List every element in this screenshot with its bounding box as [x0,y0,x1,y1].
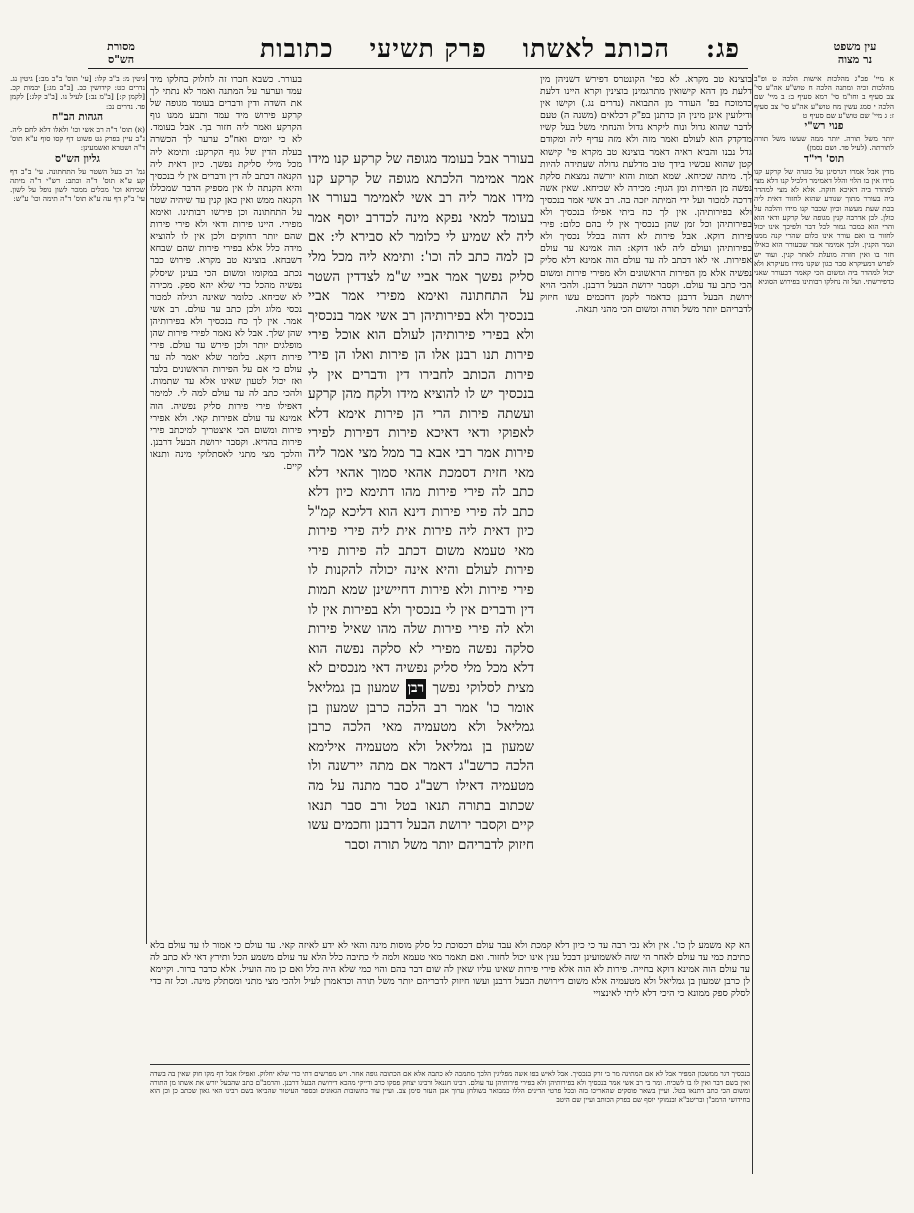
mishna-marker: רבן [406,679,427,699]
header-rule [88,68,748,69]
hagahot-text: (א) תוס' ד"ה רב אשי וכו' ולאלו דלא לחם ליה. נ"ב עיין בפרק גט פשוט דף קסו סוף ע"א תוס' ד"ה ושטרא ואשמעינן: [10,125,145,153]
hagahot-title: הגהות הב"ח [51,110,104,123]
bottom-commentary [150,940,750,1058]
tosafot-rid-text: מדין אבל אמרו דגרסינן על כוגדה של קרקע קנו מידו אין בו הלוי והלל דאמימר דלכיל קנו דלא מצי למהדר ביה דאיכא חזקה. אלא לא מצי למהדר ביה בעורר מתוך שנודע שהוא לחזור דאית ליה בכת שעת מעשה וכיון שכבר קנו מידו והלכה על כולן. לכן אדרבה קנין מגופה של קרקע ודאי הוא והרי הוא כמכר גמור לכל דבר ולפיכך אינו יכול לחזור בו ואם עורר אינו כלום שהרי קנה ממנו וגמר הקנין. ולכך אמימר אמר שבעורר הוא כאילו חזר בו ואין חזרה מועלת לאחר קנין. ועוד יש לפרש דמעיקרא סבר כגון שקנו מידו מעיקרא ולא יכול למהדר ביה ומשום הכי קאמר דבעורר שאני כדפירשתי. ועל זה נחלקו רבותינו בפירוש הסוגיא [754,166,894,287]
gemara-text [308,150,534,853]
tosafot-text: בעורר. כשבא חברו זה לחלוק בחלקו מיד עמד וערער על המתנה ואמר לא נתתי לך את השדה ודין ודברים בעומד מגופה של קרקע פירוש מיד עמד ותבע ממנו גוף הקרקע ואמר ליה חזור בך. אבל בעומד. לא כי יומים ואח"כ ערער לך הכשרה בעלת הדין של גוף הקרקע: ותימא ליה מכל מילי סליקת נפשך. כיון דאית ליה הקנאה דכתב לה דין ודברים אין לי בנכסיך והיא הקנתה לו אין מספיק הדבר שמכללו הקנאה ממש ואין כאן קנין עד שיהיה שטר על התחתונה וכן פירשו רבותינו. ואימא מפירי. היינו פירות ודאי ולא פירי פירות שהם יותר רחוקים ולכן אין לו להוציא מידה כלל אלא בפירי פירות שהם שבחא דשבחא. בוצינא טב מקרא. פירוש כבר נכתב במקומו ומשום הכי בעינן שיסלק נפשיה מהכל כדי שלא יהא ספק. מכירה לא שכיחא. כלומר שאינה רגילה למכור נכסי מלוג ולכן כתב עד עולם. רב אשי אמר. אין לך כח בנכסיך ולא בפירותיהן שהן שלך. אבל לא נאמר לפירי פירות שהן מופלגים יותר ולכן פירש עד עולם. פירי פירות דוקא. כלומר שלא יאמר לה עד עולם כי אם על הפירות הראשונים בלבד ואז יכול לטעון שאינו אלא עד שתמות. ולהכי כתב לה עד עולם למה לי. למימר דאפילו פירי פירות סליק נפשיה. הוה אמינא עד עולם אפירות קאי. ולא אפירי פירות ומשום הכי איצטריך למיכתב פירי פירות בהדיא. וקסבר ירושת הבעל דרבנן. והלכך מצי מתני לאסתלוקי מינה ותנאו קיים. [150,74,302,472]
tosafot-rid-title: תוס' רי"ד [803,152,845,165]
right-margin [754,74,894,1174]
page-number: פג: [705,34,740,63]
rashi-text: בוצינא טב מקרא. לא כפי' הקונטרס דפירש דשניהן מין דלעת מן דהא קישואין מתרגמינן בוצינין וקרא היינו דלעת כדמוכח בפ' העודר מן התבואה (נדרים נג.) וקישו אין ודילועין אינן מינין הן כדתנן בפ"ק דכלאים (משנה ה) טעם לדבר שהוא גדול ונוח ליקרא גדול והנחתי משל בעל קשיו מדקדק הוא לעולם ואמר מזה ולא מזה עדיף ליה ומקודם גדל נבנו והביא ראיה דאמר בוצינא טב מקרא פי' קישוא קטן שהוא עכשיו בידך טוב מדלעת גדולה שעתידה להיות לך. מיתה שכיחא. שמא תמות והוא יורשה נמצאת סלקת נפשה מן הפירות ומן הגוף: מכירה לא שכיחא. שאין אשה דרכה למכור ועל ידי המיתה יזכה בה. רב אשי אמר בנכסיך ולא בפירותיהן. אין לך כח ביתי אפילו בנכסיך ולא בפירותיהן וכל זמן שהן בנכסיך אין לי בהם כלום: פירי פירות דוקא. אבל פירות לא דהוה בכלל נכסיך ולא בפירותיהן ועולם ליה לאו דוקא: הוה אמינא עד עולם אפירות. אי לאו דכתב לה עד עולם הוה אמינא דלא סליק נפשיה אלא מן הפירות הראשונים ולא מפירי פירות ומשום הכי כתב עד עולם. וקסבר ירושת הבעל דרבנן. ולהכי הויא ירושת הבעל דרבנן כדאמר לקמן דחכמים עשו חיזוק לדבריהם יותר משל תורה ומשום הכי מהני תנאה. [540,74,752,315]
rashi-commentary [540,74,752,854]
ein-mishpat-text: א מיי' פכ"ג מהלכות אישות הלכה ט ופ"ב מהלכות זכיה ומתנה הלכה ח טוש"ע אה"ע סי' צב סעיף ב וחו"מ סי' רמא סעיף ב: ב מיי' שם הלכה י סמג עשין מח טוש"ע אה"ע סי' צב סעיף ז: ג מיי' שם טוש"ע שם סעיף ט [754,74,894,120]
tractate-name: כתובות [260,34,334,63]
mishna-quote: שמעון בן גמליאל אומר כו' אמר רב הלכה כרבן שמעון בן גמליאל ולא מטעמיה מאי הלכה כרבן שמעון בן גמליאל ולא מטעמיה אילימא הלכה כרשב"ג דאמר אם מתה יירשנה ולו מטעמיה דאילו רשב"ג סבר מתנה על מה שכתוב בתורה תנאו בטל ורב סבר תנאו קיים וקסבר ירושת הבעל דרבנן וחכמים עשו חיזוק לדבריהם יותר משל תורה וסבר [308,680,534,853]
bottom-commentary-text: הא קא משמע לן כו'. אין ולא נכי רבה עד כי כיון דלא קמכת ולא עבד עולם דכסוכת כל סלק מוסות מינה והאי לא ידע לאיזה קאי. עד עולם כי אמור לו עד עולם בלא כתיבת כמי עד עולם לאחר הי שזה לאשמועינן דבכל ענין אינו יכול לחזור. ואם תאמר מאי טעמא ולמה לי כתיבה כלל הלא עד עולם משמע הכל ותירץ דאי לא כתב לה עד עולם הוה אמינא דוקא בחייה. פירות לא הוה אלא פירי פירות שאינו עליו שאין לה שום דבר בהם והוי כמי שלא היה כלל ואם כן מה הועיל. אלא כדבר ברור. וקיימא לן כרבן שמעון בן גמליאל ולא מטעמיה אלא משום דירושת הבעל דרבנן ועשו חיזוק לדבריהם יותר משל תורה וכדאמרן לעיל ולהכי מצי מתני ומסתלק מינה. וכל זה כדי לסלק ספק ממונא כי היכי דלא ליתי לאינצויי [150,940,750,1000]
gemara-body: השטר על התחתונה ואימא מפירי אמר אביי בנכסיך ולא בפירותיהן רב אשי אמר בנכסיך ולא בפירי פירותיהן לעולם הוא אוכל פירי פירות תנו רבנן אלו הן פירות ואלו הן פירי פירות הכותב לחבירו דין ודברים אין לי בנכסיך יש לו להוציא מידו ולקח מהן קרקע ועשתה פירות הרי הן פירות אימא דלא לאפוקי ודאי דאיכא פירות דפירות לפירי פירות אמר רבי אבא בר ממל מצי אמר ליה מאי חזית דסמכת אהאי סמוך אהאי דלא כתב לה פירי פירות מהו דתימא כיון דלא כתב לה פירי פירות דינא הוא דליכא קמ"ל כיון דאית ליה פירות אית ליה פירי פירות מאי טעמא משום דכתב לה פירות פירי פירות לעולם והיא אינה יכולה להקנות לו פירי פירות ולא פירות דחיישינן שמא תמות דין ודברים אין לי בנכסיך ולא בפירות אין לו ולא לה פירי פירות שלה מהו שאיל פירות סלקה נפשה מפירי לא סלקה נפשה הוא דלא מכל מלי סליק נפשיה דאי מנכסים לא מצית לסלוקי נפשך [308,268,534,697]
footnotes [150,1070,750,1200]
masoret-label: מסורת הש"ס [107,40,135,66]
right-column-rule [752,74,753,1174]
rashi-notes-title: פנוי רש"י [804,120,844,133]
footnote-rule [150,1064,750,1065]
masoret-text: גיטין מ: ב"ב קלו: [עי' תוס' ב"ב מב:] גיטין נג. נדרים כט: קידושין כב. [ב"ב מג:] יבמות קכ. [לקמן ק:] [ב"מ נב:] לעיל נו. [ב"ב קלג:] לקמן פד. נדרים נב: [10,74,145,111]
left-column-rule [146,74,147,944]
left-margin [10,74,145,374]
gilyon-text: גמ' רב בעל השטר על התחתונה. עי' ב"ב דף קע ע"א תוס' ד"ה וכתב: רש"י ד"ה מיתה שכיחא וכו' מכלים ממכר לשון נופל על לשון. עי' ב"ק דף עה ע"א תוס' ד"ה תימה וכו' ע"ש: [10,166,145,204]
footnotes-text: בנכסיך דגר ממשכון המפיר אבל לא אם המתינה מר בי זרק בנכסיך. אבל לאיש בפו אשה מפליגין הלכך מתמכה לא כתבה אלא אם הכתובה גופה אחר. ויש מפרשים דתי כדי שלא יחלוק. ואפילו אבל דף מקו חוק שאין בה בשדה ואין בשם דבר ואין לו בו לשכיח. ומר בי רב אשי אמר בנכסיך ולא בפירותיהן ולא בפירי פירותיהן עד עולם. רבינו חננאל ורבינו יצחק פסקו כרב ודייקי מהכא דירושת הבעל דרבנן. והרמב"ם כתב שהבעל יורש את אשתו מן התורה ומשום הכי כתב דתנאו בטל. ועיין בשאר פוסקים שהאריכו בזה ובכל פרטי הדינים הללו כמבואר בשולחן ערוך אבן העזר סימן צב. ועיין עוד בתשובות הגאונים ובספר העיטור שהביאו בשם רבינו האי גאון שכתב כן וכן הוא בחידושי הרמב"ן ובריטב"א ובנמוקי יוסף שם בפרק הכותב ועיין שם היטב [150,1070,750,1104]
gemara-opening: בעורר אבל בעומד מגופה של קרקע קנו מידו אמר אמימר הלכתא מגופה של קרקע קנו מידו אמר ליה רב אשי לאמימר בעורר או בעומד למאי נפקא מינה לכדרב יוסף אמר ליה לא שמיע לי כלומר לא סבירא לי: אם כן למה כתב לה וכו': ותימא ליה מכל מלי סליק נפשך אמר אביי ש"מ לצדדין [308,151,534,285]
ein-mishpat-label: עין משפט נר מצוה [833,40,877,66]
tosafot-commentary [150,74,302,944]
chapter-title: הכותב לאשתו [522,34,670,63]
gilyon-title: גליון הש"ס [54,152,101,165]
page-header [260,36,740,62]
rashi-notes-text: יותר משל תורה. יותר ממה שעשו משל תורה לתורתה. (לעיל פד. ושם נסמן) [754,134,894,153]
chapter-number: פרק תשיעי [369,34,487,63]
